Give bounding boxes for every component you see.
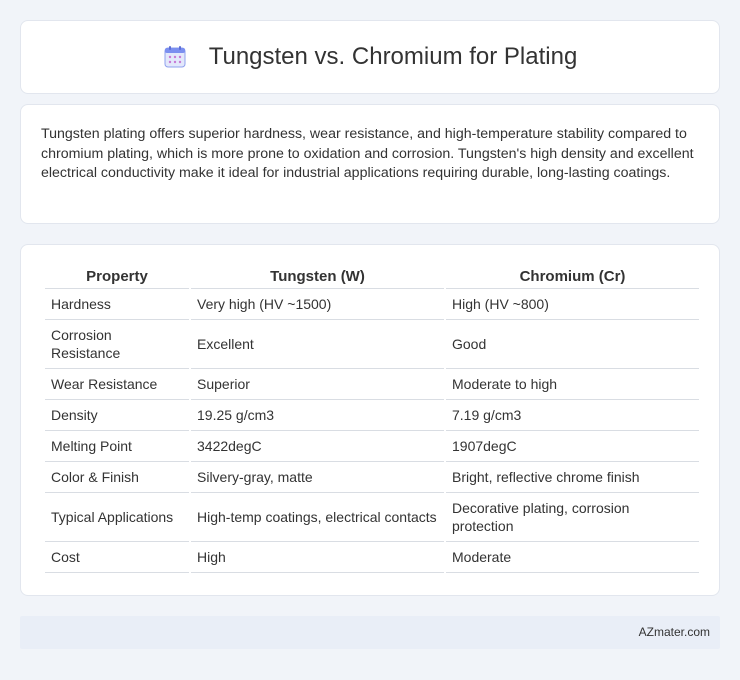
table-row	[45, 289, 699, 320]
comparison-table-card	[20, 244, 720, 596]
property-cell: Typical Applications	[45, 493, 189, 542]
tungsten-cell: High-temp coatings, electrical contacts	[191, 493, 444, 542]
chromium-cell: 7.19 g/cm3	[446, 400, 699, 431]
chromium-cell: Decorative plating, corrosion protection	[446, 493, 699, 542]
property-cell: Color & Finish	[45, 462, 189, 493]
page-title: Tungsten vs. Chromium for Plating	[208, 43, 578, 70]
property-cell: Density	[45, 400, 189, 431]
property-cell: Hardness	[45, 289, 189, 320]
property-cell: Cost	[45, 542, 189, 573]
tungsten-cell: Very high (HV ~1500)	[191, 289, 444, 320]
chromium-cell: Good	[446, 320, 699, 369]
chromium-cell: 1907degC	[446, 431, 699, 462]
tungsten-cell: 3422degC	[191, 431, 444, 462]
table-header-row	[45, 265, 699, 289]
header-property: Property	[45, 265, 189, 289]
intro-text: Tungsten plating offers superior hardness, wear resistance, and high-temperature stability compared to chromium plating, which is more prone to oxidation and corrosion. Tungsten's high density and excellent electrical conductivity make it ideal for industrial applications requiring durable, long-lasting coatings.	[41, 126, 694, 181]
table-row	[45, 431, 699, 462]
chromium-cell: Moderate to high	[446, 369, 699, 400]
property-cell: Melting Point	[45, 431, 189, 462]
tungsten-cell: Silvery-gray, matte	[191, 462, 444, 493]
tungsten-cell: Excellent	[191, 320, 444, 369]
table-row	[45, 369, 699, 400]
calendar-icon	[163, 45, 187, 69]
table-row	[45, 320, 699, 369]
intro-card	[20, 104, 720, 224]
header-tungsten: Tungsten (W)	[191, 265, 444, 289]
footer-site-link[interactable]: AZmater.com	[638, 625, 710, 639]
chromium-cell: High (HV ~800)	[446, 289, 699, 320]
property-cell: Wear Resistance	[45, 369, 189, 400]
table-row	[45, 493, 699, 542]
tungsten-cell: Superior	[191, 369, 444, 400]
header-chromium: Chromium (Cr)	[446, 265, 699, 289]
table-row	[45, 462, 699, 493]
tungsten-cell: High	[191, 542, 444, 573]
tungsten-cell: 19.25 g/cm3	[191, 400, 444, 431]
comparison-table	[43, 265, 701, 573]
header-card	[20, 20, 720, 94]
table-row	[45, 542, 699, 573]
table-row	[45, 400, 699, 431]
property-cell: Corrosion Resistance	[45, 320, 189, 369]
footer-bar	[20, 616, 720, 649]
chromium-cell: Bright, reflective chrome finish	[446, 462, 699, 493]
chromium-cell: Moderate	[446, 542, 699, 573]
